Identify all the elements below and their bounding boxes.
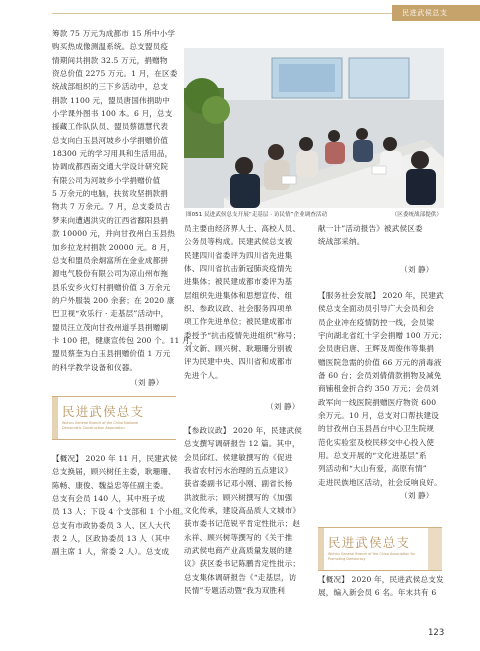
middle-column-signature: （刘 静）	[266, 402, 300, 411]
middle-column-text-bottom: 【参政议政】 2020 年，民建武侯 总支撰写调研报告 12 篇。其中， 会员邱红、侯建敏撰写的《促进 我省农村污水治理的五点建议》 获省委副书记邓小刚、副省长杨 洪波批示；顾兴树撰写的《加强 文化传承，建设高品质人文城市》 获市委书记范锐平肯定性批示；赵 永祥、顾兴树等撰写的《关于推 动武侯电商产业高质量发展的建 议》获区委书记陈鹏肯定性批示； 总支集体调研报告《“走基层，访 民情”专题活动暨“我为双胜利	[184, 426, 302, 596]
page-number: 123	[428, 628, 445, 638]
banner-flag	[428, 528, 442, 570]
banner-stripe	[318, 528, 324, 570]
right-column-signature-2: （刘 静）	[400, 491, 434, 500]
right-column-signature-1: （刘 静）	[400, 265, 434, 274]
banner-subtitle: Wuhou General Branch of the China National Democratic Construction Association	[62, 421, 139, 430]
photo-credit: （区委统战部提供）	[391, 212, 442, 218]
photo-caption	[186, 210, 442, 218]
figure-number: 图051	[186, 212, 203, 218]
banner-title: 民进武侯总支	[62, 404, 145, 419]
running-head-label: 民进武侯总支	[402, 9, 448, 17]
right-column-text-mid: 【服务社会发展】 2020 年，民建武 侯总支全面动员引导广大会员和会 员企业冲在疫情防控一线，会员梁 宇向湖北省红十字会捐赠 100 万元； 会员唐启唐、王辉及周俊伟等集捐 赠医院急需的价值 66 万元的消毒液 备 60 台；会员刘倩倩款捐物及减免 商铺租金折合约 350 万元；会员刘 政军向一线医院捐赠医疗物资 600 余万元。10 月，总支对口帮扶建设 的甘孜州白玉县昌台中心卫生院规 范化实验室及校民移交中心投入使 用。总支开展的“文化进基层”系 列活动和“大山有爱，高原有情” 走进民族地区活动，社会反响良好。	[318, 291, 447, 487]
right-column-text-top: 献一计”活动报告》被武侯区委 统战部采纳。	[318, 224, 423, 247]
caption-text: 民进武侯总支开展“走基层 · 访民情”企业调查活动	[204, 212, 328, 218]
left-column-text-bottom: 【概况】 2020 年 11 月，民建武侯 总支换届，顾兴树任主委，耿珊珊、 陈畅、康俊、魏益忠等任副主委。 总支有会员 140 人，其中班子成 员 13 人；下设 4 个支部和 1 个小组。 总支有市政协委员 3 人、区人大代 表 2 人，区政协委员 13 人（其中 副主席 1 人，常委 2 人）。总支成	[52, 454, 188, 557]
left-column-signature: （刘 静）	[130, 378, 164, 387]
running-head-tab	[392, 5, 480, 21]
header-rule	[52, 13, 392, 14]
left-column-text-top: 筹款 75 万元为成都市 15 所中小学 购买热成像测温系统。总支盟员疫 情期间共捐款 32.5 万元，捐赠物 资总价值 2275 万元。1 月，在区委 统战部组织的三下乡活动中，总支 捐款 1100 元，盟员唐国伟捐助中 小学课外图书 100 本。6 月，总支 援藏工作队队员、盟员蔡德慧代表 总支向白玉县河坡乡小学捐赠价值 18300 元的学习用具和生活用品， 协调成都西南交通大学设计研究院 有限公司为河坡乡小学捐赠价值 5 万余元的电脑，扶贫攻坚捐款捐 物共 7 万余元。7 月，总支委员古 梦来向遭遇洪灾的江西省鄱阳县捐 款 10000 元，并向甘孜州白玉县热 加乡拉龙村捐款 20000 元。8 月， 总支和盟员余炯富所在金业成都拼 源电气股份有限公司为凉山州布拖 县乐安乡火灯村捐赠价值 3 万余元 的户外服装 200 余套；在 2020 康 巴卫视“欢乐行 · 走基层”活动中， 盟员汪立茂向甘孜州道孚县捐赠刷 卡 100 把，健康宣传包 200 个。11 月， 盟员蔡奎为白玉县捐赠价值 1 万元 的科学教学设备和仪器。	[52, 29, 198, 372]
section-banner-minjin	[318, 527, 442, 571]
section-banner-mingjian	[52, 396, 176, 440]
banner-stripe	[52, 397, 58, 439]
banner-title: 民进武侯总支	[328, 535, 411, 550]
banner-subtitle: Wuhou General Branch of the China Association for Promoting Democracy	[328, 552, 416, 561]
middle-column-text: 员主要由经济界人士、高校人员、 公务员等构成。民建武侯总支被 民建四川省委评为四川省先进集 体、四川省抗击新冠肺炎疫情先 进集体；被民建成都市委评为基 层组织先进集体和思想宣传、组 织、参政议政、社会服务四项单 项工作先进单位；被民建成都市 委授予“抗击疫情先进组织”称号； 刘文新、顾兴树、耿珊珊分别被 评为民建中央、四川省和成都市 先进个人。	[184, 224, 301, 380]
right-column-text-bottom: 【概况】 2020 年，民进武侯总支发 展，编入新会员 6 名。年末共有 6	[318, 575, 444, 598]
meeting-photo	[184, 48, 444, 208]
